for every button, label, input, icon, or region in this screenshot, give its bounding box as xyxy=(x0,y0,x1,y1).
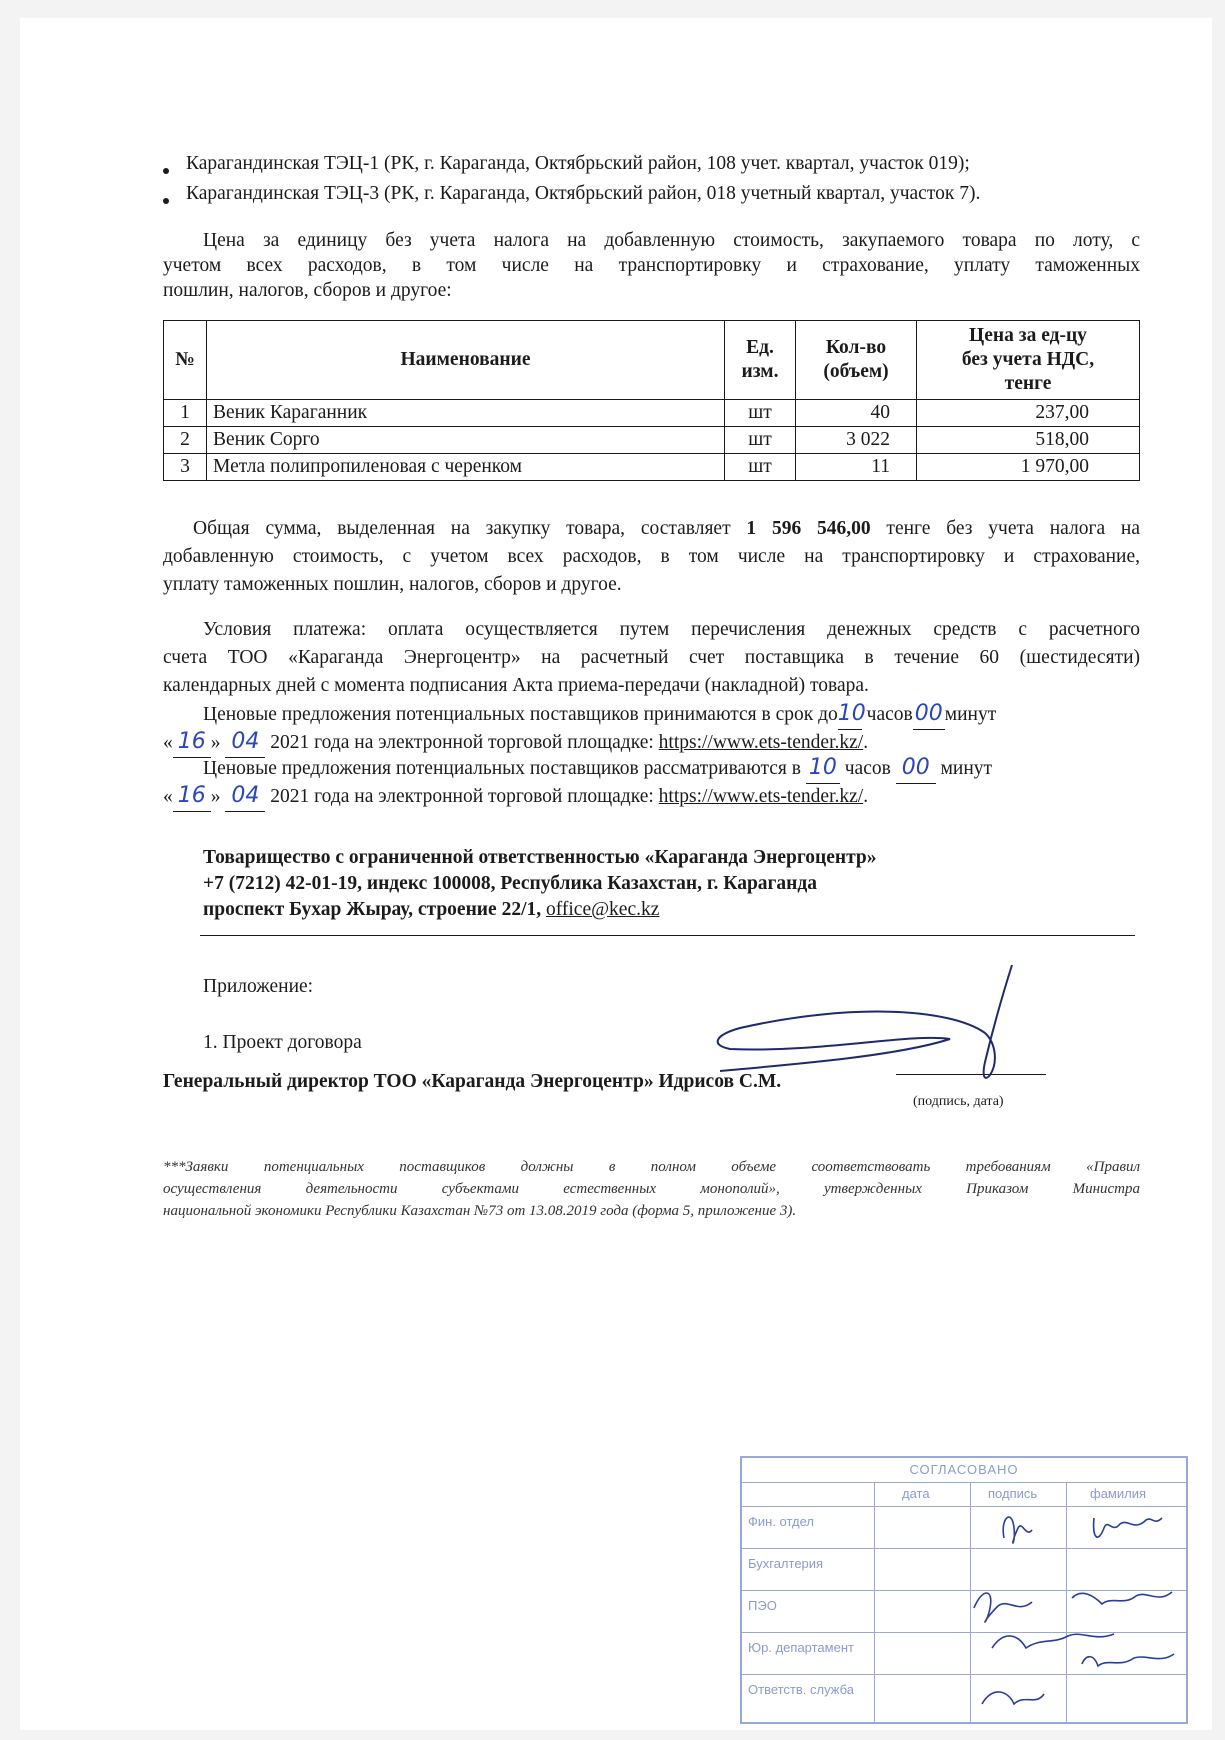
footnote-line: ***Заявки потенциальных поставщиков должны в полном объеме соответствовать требованиям «Правил xyxy=(163,1159,1140,1175)
review-line-1 xyxy=(203,754,992,784)
signature-caption: (подпись, дата) xyxy=(913,1094,1004,1109)
accept-min-handwritten: 00 xyxy=(914,701,943,726)
col-header-price-l1: Цена за ед-цу xyxy=(969,325,1087,346)
total-amount: 1 596 546,00 xyxy=(746,518,871,539)
review-text: 2021 года на электронной торговой площадке: xyxy=(270,786,659,807)
footnote xyxy=(163,1156,1140,1222)
bullet-item-tec3: Карагандинская ТЭЦ-3 (РК, г. Караганда, Октябрьский район, 018 учетный квартал, участок 7). xyxy=(186,183,981,204)
col-header-unit xyxy=(725,321,796,400)
review-text: Ценовые предложения потенциальных поставщиков рассматриваются в xyxy=(203,758,801,779)
review-month-field xyxy=(225,782,265,812)
accept-text: часов xyxy=(866,704,913,725)
bullet-item-tec1: Карагандинская ТЭЦ-1 (РК, г. Караганда, Октябрьский район, 108 учет. квартал, участок 019); xyxy=(186,153,970,174)
cell-name: Метла полипропиленовая с черенком xyxy=(207,454,725,481)
cell-price: 237,00 xyxy=(917,400,1140,427)
accept-hour-field xyxy=(837,700,866,730)
cell-num: 1 xyxy=(164,400,207,427)
price-intro-line: пошлин, налогов, сборов и другое: xyxy=(163,280,452,301)
total-line-1 xyxy=(163,515,1140,543)
accept-min-field xyxy=(913,700,945,730)
attachment-item: 1. Проект договора xyxy=(203,1032,362,1053)
total-paragraph xyxy=(163,515,1140,599)
accept-hour-handwritten: 10 xyxy=(837,701,866,726)
col-header-unit-l1: Ед. xyxy=(746,337,774,358)
price-intro-line: учетом всех расходов, в том числе на транспортировку и страхование, уплату таможенных xyxy=(163,255,1140,276)
stamp-row-label: Фин. отдел xyxy=(748,1514,814,1529)
ets-tender-link[interactable]: https://www.ets-tender.kz/ xyxy=(658,786,864,807)
quote: « xyxy=(163,786,173,807)
table-row xyxy=(164,400,1140,427)
table-header-row xyxy=(164,321,1140,400)
accept-text: . xyxy=(863,732,869,753)
review-month-handwritten: 04 xyxy=(231,783,260,808)
payment-line: Условия платежа: оплата осуществляется путем перечисления денежных средств с расчетного xyxy=(203,619,1140,640)
cell-price: 518,00 xyxy=(917,427,1140,454)
cell-qty: 11 xyxy=(796,454,917,481)
stamp-col-name: фамилия xyxy=(1090,1486,1147,1501)
stamp-row-label: Юр. департамент xyxy=(748,1640,854,1655)
stamp-row-label: Бухгалтерия xyxy=(748,1556,824,1571)
review-text: часов xyxy=(844,758,891,779)
attachment-title: Приложение: xyxy=(203,976,314,997)
table-row xyxy=(164,427,1140,454)
accept-text: 2021 года на электронной торговой площадке: xyxy=(270,732,659,753)
cell-qty: 3 022 xyxy=(796,427,917,454)
company-address-text: проспект Бухар Жырау, строение 22/1, xyxy=(203,899,546,920)
cell-unit: шт xyxy=(725,400,796,427)
total-text: тенге без учета налога на xyxy=(870,518,1140,539)
total-text: Общая сумма, выделенная на закупку товара, составляет xyxy=(193,518,747,539)
col-header-price-l2: без учета НДС, xyxy=(961,349,1095,370)
quote: « xyxy=(163,732,173,753)
cell-num: 3 xyxy=(164,454,207,481)
stamp-row-label: Ответств. служба xyxy=(748,1682,854,1697)
table-row xyxy=(164,454,1140,481)
quote: » xyxy=(210,732,221,753)
col-header-price-l3: тенге xyxy=(1004,373,1052,394)
company-address xyxy=(203,896,659,924)
col-header-price xyxy=(917,321,1140,400)
bullet-dot xyxy=(163,168,169,174)
cell-unit: шт xyxy=(725,427,796,454)
stamp-col-date: дата xyxy=(902,1486,930,1501)
col-header-qty-l1: Кол-во xyxy=(825,337,887,358)
items-table xyxy=(163,320,1140,481)
signer-line: Генеральный директор ТОО «Караганда Энергоцентр» Идрисов С.М. xyxy=(163,1071,782,1092)
cell-num: 2 xyxy=(164,427,207,454)
col-header-name: Наименование xyxy=(207,321,725,400)
ets-tender-link[interactable]: https://www.ets-tender.kz/ xyxy=(658,732,864,753)
review-text: минут xyxy=(940,758,993,779)
price-intro-paragraph xyxy=(163,228,1140,303)
col-header-num: № xyxy=(164,321,207,400)
accept-text: Ценовые предложения потенциальных поставщиков принимаются в срок до xyxy=(203,704,838,725)
company-name: Товарищество с ограниченной ответственностью «Караганда Энергоцентр» xyxy=(203,847,877,868)
accept-line-1 xyxy=(203,700,996,730)
stamp-row-label: ПЭО xyxy=(748,1598,777,1613)
review-day-handwritten: 16 xyxy=(177,783,206,808)
total-line-3: уплату таможенных пошлин, налогов, сборов и другое. xyxy=(163,574,622,595)
payment-line: счета ТОО «Караганда Энергоцентр» на расчетный счет поставщика в течение 60 (шестидесяти) xyxy=(163,647,1140,668)
director-signature xyxy=(700,963,1020,1093)
footnote-line: национальной экономики Республики Казахстан №73 от 13.08.2019 года (форма 5, приложение 3). xyxy=(163,1203,797,1219)
review-min-handwritten: 00 xyxy=(901,755,930,780)
review-text: . xyxy=(863,786,869,807)
company-email-link[interactable]: office@kec.kz xyxy=(545,899,660,920)
cell-qty: 40 xyxy=(796,400,917,427)
quote: » xyxy=(210,786,221,807)
bullet-dot xyxy=(163,198,169,204)
review-line-2 xyxy=(163,782,868,812)
horizontal-rule xyxy=(200,935,1135,936)
stamp-title: СОГЛАСОВАНО xyxy=(909,1462,1019,1477)
footnote-line: осуществления деятельности субъектами естественных монополий», утвержденных Приказом Министра xyxy=(163,1181,1140,1197)
review-min-field xyxy=(896,754,936,784)
col-header-unit-l2: изм. xyxy=(741,361,779,382)
document-page xyxy=(20,18,1212,1730)
accept-month-handwritten: 04 xyxy=(231,729,260,754)
cell-name: Веник Сорго xyxy=(207,427,725,454)
cell-price: 1 970,00 xyxy=(917,454,1140,481)
col-header-qty-l2: (объем) xyxy=(823,361,889,382)
stamp-col-sign: подпись xyxy=(988,1486,1038,1501)
payment-paragraph xyxy=(163,616,1140,700)
payment-line: календарных дней с момента подписания Акта приема-передачи (накладной) товара. xyxy=(163,675,869,696)
col-header-qty xyxy=(796,321,917,400)
review-hour-handwritten: 10 xyxy=(808,755,837,780)
price-intro-line: Цена за единицу без учета налога на добавленную стоимость, закупаемого товара по лоту, с xyxy=(203,230,1140,251)
accept-text: минут xyxy=(944,704,997,725)
stamp-handwritten-signatures xyxy=(742,1458,1186,1722)
cell-name: Веник Караганник xyxy=(207,400,725,427)
company-contacts: +7 (7212) 42-01-19, индекс 100008, Республика Казахстан, г. Караганда xyxy=(203,873,817,894)
accept-day-handwritten: 16 xyxy=(177,729,206,754)
review-hour-field xyxy=(806,754,840,784)
total-line-2: добавленную стоимость, с учетом всех расходов, в том числе на транспортировку и страхование, xyxy=(163,546,1140,567)
review-day-field xyxy=(173,782,211,812)
approval-stamp xyxy=(740,1456,1188,1724)
cell-unit: шт xyxy=(725,454,796,481)
